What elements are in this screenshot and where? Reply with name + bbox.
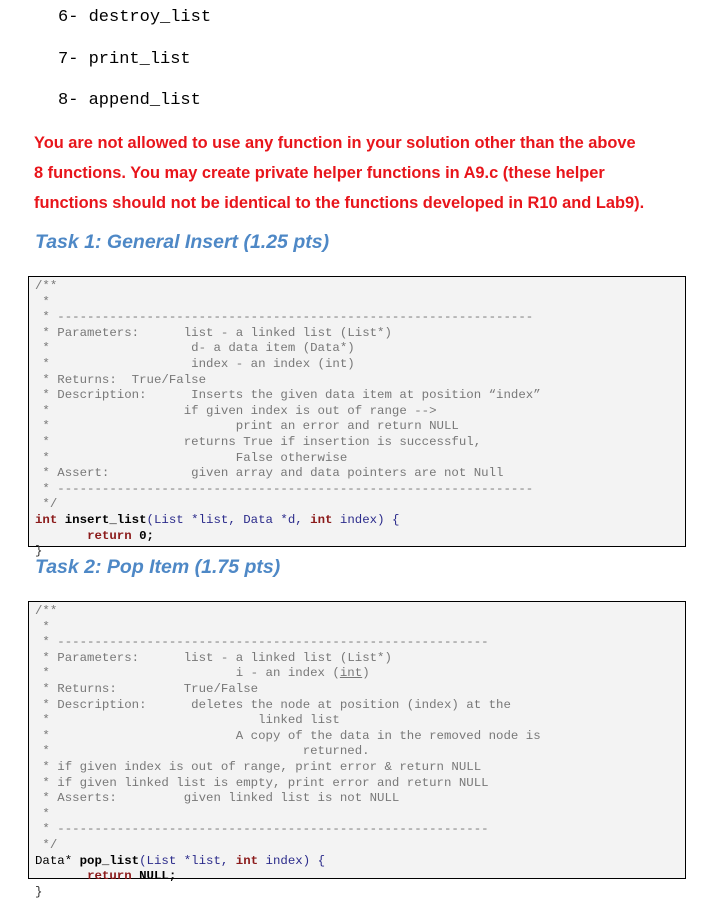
insert-list-function-name: insert_list (64, 512, 147, 527)
task-2-return-type: Data* (35, 853, 73, 868)
task-2-code: /** * * ---------------------------------------------------------- * Parameters: list - a linked list (List*) * i - an index (int) * Returns: True/False * Description: deletes the node at position (index) at the * linked list * A copy of the data in the removed node is * returned. * if given index is out of range, print error & return NULL * if given linked list is empty, print error and return NULL * Asserts: given linked list is not NULL * * ---------------------------------------------------------- */ Data* pop_list(List *list, int index) { return NULL; } (35, 604, 541, 899)
task-1-heading: Task 1: General Insert (1.25 pts) (35, 231, 330, 253)
warning-line-2: 8 functions. You may create private helper functions in A9.c (these helper (34, 164, 605, 182)
task-1-return-type: int (35, 512, 58, 527)
list-item-8: 8- append_list (58, 91, 201, 110)
task-2-code-block (28, 601, 686, 899)
pop-list-function-name: pop_list (79, 853, 140, 868)
warning-paragraph (34, 128, 690, 218)
task-2-heading: Task 2: Pop Item (1.75 pts) (35, 556, 281, 578)
warning-line-3: functions should not be identical to the functions developed in R10 and Lab9). (34, 194, 645, 212)
task-1-code: /** * * ---------------------------------------------------------------- * Parameters: list - a linked list (List*) * d- a data item (Data*) * index - an index (int) * Returns: True/False * Description: Inserts the given data item at position “index” * if given index is out of range --> * print an error and return NULL * returns True if insertion is successful, * False otherwise * Assert: given array and data pointers are not Null * ---------------------------------------------------------------- */ int insert_list(List *list, Data *d, int index) { return 0; } (35, 279, 541, 559)
list-item-6: 6- destroy_list (58, 8, 212, 27)
task-1-code-block (28, 276, 686, 559)
list-item-7: 7- print_list (58, 50, 191, 69)
warning-line-1: You are not allowed to use any function in your solution other than the above (34, 134, 636, 152)
